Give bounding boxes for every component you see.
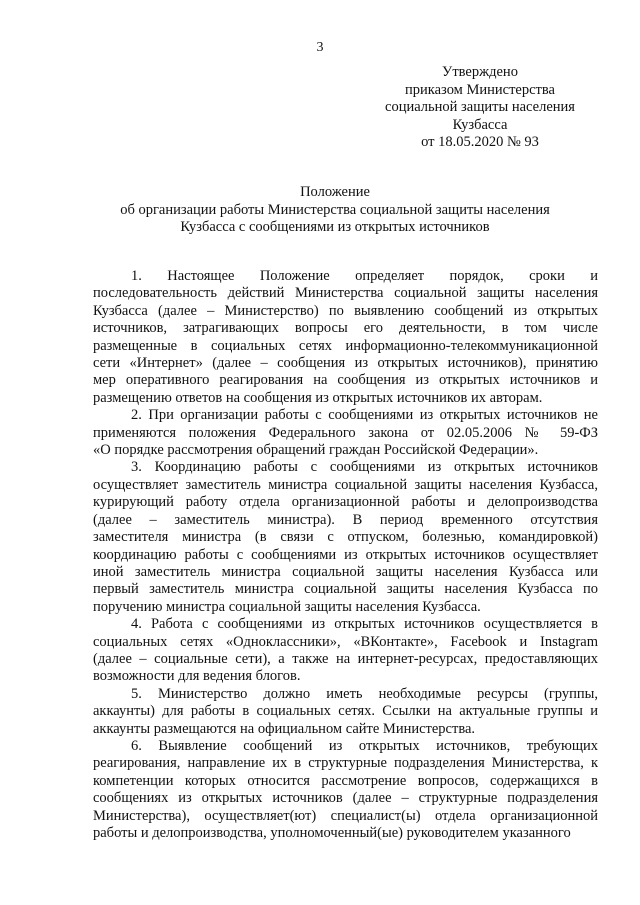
paragraph-line: работы и делопроизводства, уполномоченный(ые) руководителем указанного [93, 825, 571, 841]
paragraph-line: координацию работы с сообщениями из открытых источников осуществляет [93, 546, 598, 563]
paragraph-line: курирующий работу отдела организационной работы и делопроизводства [93, 494, 598, 511]
paragraph-5 [93, 686, 598, 738]
document-title [85, 184, 585, 237]
paragraph-line: последовательность действий Министерства социальной защиты населения [93, 285, 598, 302]
approval-line: приказом Министерства [405, 81, 555, 98]
paragraph-line: 1. Настоящее Положение определяет порядок, сроки и [131, 268, 598, 284]
paragraph-1 [93, 268, 598, 407]
paragraph-line: 5. Министерство должно иметь необходимые ресурсы (группы, [131, 685, 598, 702]
paragraph-line: сети «Интернет» (далее – сообщения из открытых источников), принятию [93, 355, 598, 372]
paragraph-line: аккаунты) для работы в социальных сетях. Ссылки на актуальные группы и [93, 703, 598, 720]
paragraph-line: поручению министра социальной защиты населения Кузбасса. [93, 598, 481, 615]
paragraph-4 [93, 616, 598, 686]
paragraph-line: сообщениях из открытых источников (далее – структурные подразделения [93, 790, 598, 807]
title-line: Положение [300, 184, 370, 200]
paragraph-line: компетенции которых относится рассмотрение вопросов, содержащихся в [93, 772, 598, 789]
paragraph-line: «О порядке рассмотрения обращений граждан Российской Федерации». [93, 442, 539, 459]
paragraph-line: Министерства), осуществляет(ют) специалист(ы) отдела организационной [93, 807, 598, 824]
paragraph-line: первый заместитель министра социальной защиты населения Кузбасса по [93, 581, 598, 598]
document-body [93, 268, 598, 842]
approval-line: Кузбасса [452, 116, 508, 133]
paragraph-line: заместителя министра (в связи с отпуском, болезнью, командировкой) [93, 529, 598, 546]
paragraph-line: мер оперативного реагирования на сообщения из открытых источников и [93, 372, 598, 389]
paragraph-line: иной заместитель министра социальной защиты населения Кузбасса или [93, 563, 598, 580]
paragraph-line: Кузбасса (далее – Министерство) по выявлению сообщений из открытых [93, 302, 598, 319]
approval-line: социальной защиты населения [385, 99, 575, 115]
paragraph-2 [93, 407, 598, 459]
approval-stamp [360, 64, 600, 152]
approval-line: от 18.05.2020 № 93 [421, 134, 539, 150]
paragraph-line: 2. При организации работы с сообщениями из открытых источников не [131, 407, 598, 424]
paragraph-line: размещенные в социальных сетях информационно-телекоммуникационной [93, 337, 598, 354]
paragraph-line: осуществляет заместитель министра социальной защиты населения Кузбасса, [93, 476, 598, 493]
paragraph-6 [93, 738, 598, 842]
paragraph-3 [93, 459, 598, 616]
paragraph-line: возможности для ведения блогов. [93, 668, 301, 685]
paragraph-line: источников, затрагивающих вопросы его деятельности, в том числе [93, 320, 598, 337]
page-number: 3 [316, 40, 324, 55]
paragraph-line: реагирования, направление их в структурные подразделения Министерства, к [93, 755, 598, 772]
paragraph-line: (далее – заместитель министра). В период временного отсутствия [93, 511, 598, 528]
title-line: об организации работы Министерства социальной защиты населения [120, 201, 550, 218]
paragraph-line: аккаунты размещаются на официальном сайте Министерства. [93, 720, 476, 737]
paragraph-line: (далее – социальные сети), а также на интернет-ресурсах, предоставляющих [93, 650, 598, 667]
paragraph-line: применяются положения Федерального закона от 02.05.2006 № 59-ФЗ [93, 424, 598, 441]
paragraph-line: социальных сетях «Одноклассники», «ВКонтакте», Facebook и Instagram [93, 633, 598, 650]
paragraph-line: 3. Координацию работы с сообщениями из открытых источников [131, 459, 598, 476]
paragraph-line: размещению ответов на сообщения из открытых источников их авторам. [93, 389, 543, 406]
title-line: Кузбасса с сообщениями из открытых источников [180, 219, 490, 235]
paragraph-line: 6. Выявление сообщений из открытых источников, требующих [131, 737, 598, 754]
paragraph-line: 4. Работа с сообщениями из открытых источников осуществляется в [131, 616, 598, 633]
approval-line: Утверждено [442, 64, 518, 80]
